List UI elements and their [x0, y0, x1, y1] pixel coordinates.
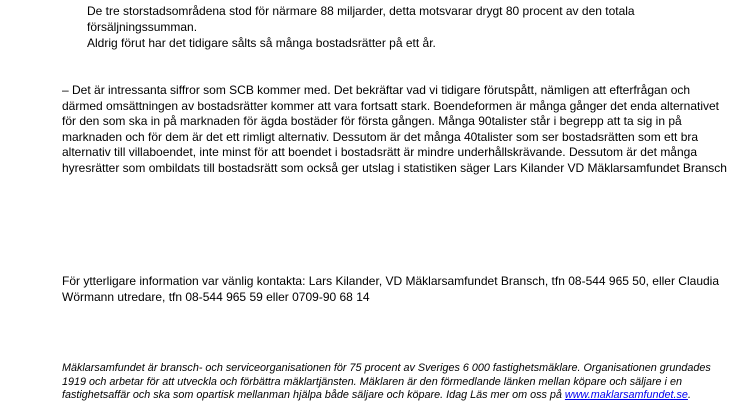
intro-paragraph-record: Aldrig förut har det tidigare sålts så många bostadsrätter på ett år. [87, 36, 436, 50]
about-text: Mäklarsamfundet är bransch- och serviceorganisationen för 75 procent av Sveriges 6 000 fastighetsmäklare. Organisationen grundades 1919 och arbetar för att utveckla och förbättra mäklartjänsten. Mäklaren är den förmedlande länken mellan köpare och säljare i en fastighetsaffär och ska som opartisk mellanman hjälpa både säljare och köpare. Idag Läs mer om oss på [62, 362, 711, 402]
intro-paragraph-totals: De tre storstadsområdena stod för närmare 88 miljarder, detta motsvarar drygt 80 procent av den totala försäljningssumman. [87, 4, 635, 34]
about-trailing: . [687, 389, 691, 402]
quote-paragraph: – Det är intressanta siffror som SCB kommer med. Det bekräftar vad vi tidigare förutspått, nämligen att efterfrågan och därmed omsättningen av bostadsrätter kommer att vara fortsatt stark. Boendeformen är många gånger det enda alternativet för den som ska in på marknaden för ägda bostäder för första gången. Många 90talister står i begrepp att ta sig in på marknaden och för dem är det ett rimligt alternativ. Dessutom är det många 40talister som ser bostadsrätten som ett bra alternativ till villaboendet, inte minst för att boendet i bostadsrätt är mindre underhållskrävande. Dessutom är det många hyresrätter som ombildats till bostadsrätt som också ger utslag i statistiken säger Lars Kilander VD Mäklarsamfundet Bransch [62, 83, 727, 175]
contact-paragraph: För ytterligare information var vänlig kontakta: Lars Kilander, VD Mäklarsamfundet Bransch, tfn 08-544 965 50, eller Claudia Wörmann utredare, tfn 08-544 965 59 eller 0709-90 68 14 [62, 274, 719, 304]
about-paragraph [62, 362, 734, 403]
intro-section [87, 3, 727, 51]
website-link[interactable]: www.maklarsamfundet.se [564, 389, 688, 402]
